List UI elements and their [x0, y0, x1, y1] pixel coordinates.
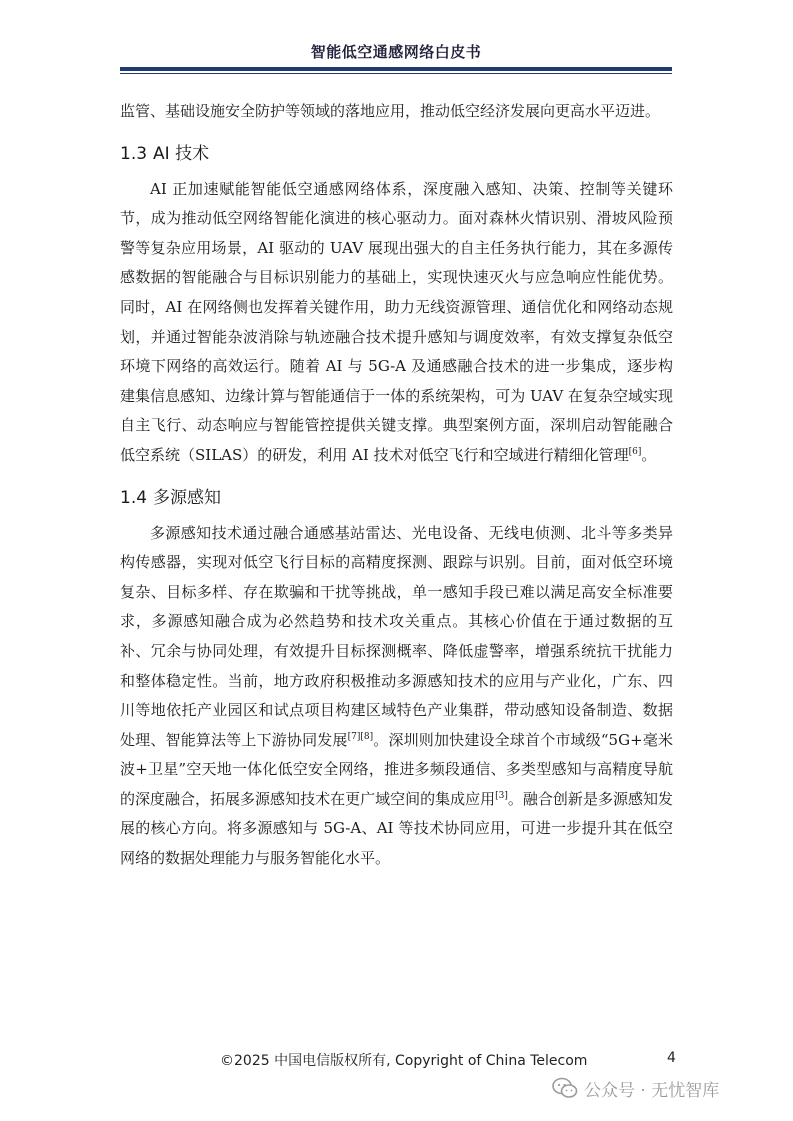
- watermark-text: 公众号 · 无忧智库: [584, 1080, 720, 1101]
- citation-ref: [3]: [495, 790, 508, 801]
- intro-line: 监管、基础设施安全防护等领域的落地应用，推动低空经济发展向更高水平迈进。: [120, 102, 661, 120]
- section-title: 多源感知: [153, 487, 222, 508]
- paragraph-end: 。: [641, 445, 657, 464]
- wechat-icon: [552, 1077, 578, 1099]
- header-rule-thick: [120, 67, 672, 71]
- section-paragraph-multisource: [120, 519, 673, 874]
- section-heading-ai: [120, 141, 673, 167]
- section-heading-multisource: [120, 485, 673, 511]
- section-number: 1.4: [120, 487, 148, 508]
- document-body: [120, 97, 673, 874]
- paragraph-text: 。深圳则加快建设全球首个市域级“5G+毫米波+卫星”空天地一体化低空安全网络，推进多频段通信、多类型感知与高精度导航的深度融合，拓展多源感知技术在更广域空间的集成应用: [120, 730, 673, 808]
- citation-ref: [7][8]: [347, 731, 374, 742]
- watermark: [552, 1074, 719, 1102]
- section-paragraph-ai: [120, 175, 673, 471]
- paragraph-text: 。融合创新是多源感知发展的核心方向。将多源感知与 5G-A、AI 等技术协同应用，可进一步提升其在低空网络的数据处理能力与服务智能化水平。: [120, 789, 673, 868]
- footer-copyright: ©2025 中国电信版权所有, Copyright of China Telecom: [220, 1053, 588, 1069]
- section-number: 1.3: [120, 143, 148, 164]
- header-title: 智能低空通感网络白皮书: [310, 43, 482, 61]
- paragraph-text: 多源感知技术通过融合通感基站雷达、光电设备、无线电侦测、北斗等多类异构传感器，实现对低空飞行目标的高精度探测、跟踪与识别。目前，面对低空环境复杂、目标多样、存在欺骗和干扰等挑战，单一感知手段已难以满足高安全标准要求，多源感知融合成为必然趋势和技术攻关重点。其核心价值在于通过数据的互补、冗余与协同处理，有效提升目标探测概率、降低虚警率，增强系统抗干扰能力和整体稳定性。当前，地方政府积极推动多源感知技术的应用与产业化，广东、四川等地依托产业园区和试点项目构建区域特色产业集群，带动感知设备制造、数据处理、智能算法等上下游协同发展: [120, 523, 673, 749]
- citation-ref: [6]: [628, 446, 642, 457]
- section-title: AI 技术: [153, 143, 210, 164]
- paragraph-text: AI 正加速赋能智能低空通感网络体系，深度融入感知、决策、控制等关键环节，成为推动低空网络智能化演进的核心驱动力。面对森林火情识别、滑坡风险预警等复杂应用场景，AI 驱动的 UAV 展现出强大的自主任务执行能力，其在多源传感数据的智能融合与目标识别能力的基础上，实现快速灭火与应急响应性能优势。同时，AI 在网络侧也发挥着关键作用，助力无线资源管理、通信优化和网络动态规划，并通过智能杂波消除与轨迹融合技术提升感知与调度效率，有效支撑复杂低空环境下网络的高效运行。随着 AI 与 5G-A 及通感融合技术的进一步集成，逐步构建集信息感知、边缘计算与智能通信于一体的系统架构，可为 UAV 在复杂空域实现自主飞行、动态响应与智能管控提供关键支撑。典型案例方面，深圳启动智能融合低空系统（SILAS）的研发，利用 AI 技术对低空飞行和空域进行精细化管理: [120, 179, 673, 464]
- header-rule-thin: [120, 73, 672, 74]
- page-number: 4: [667, 1050, 676, 1066]
